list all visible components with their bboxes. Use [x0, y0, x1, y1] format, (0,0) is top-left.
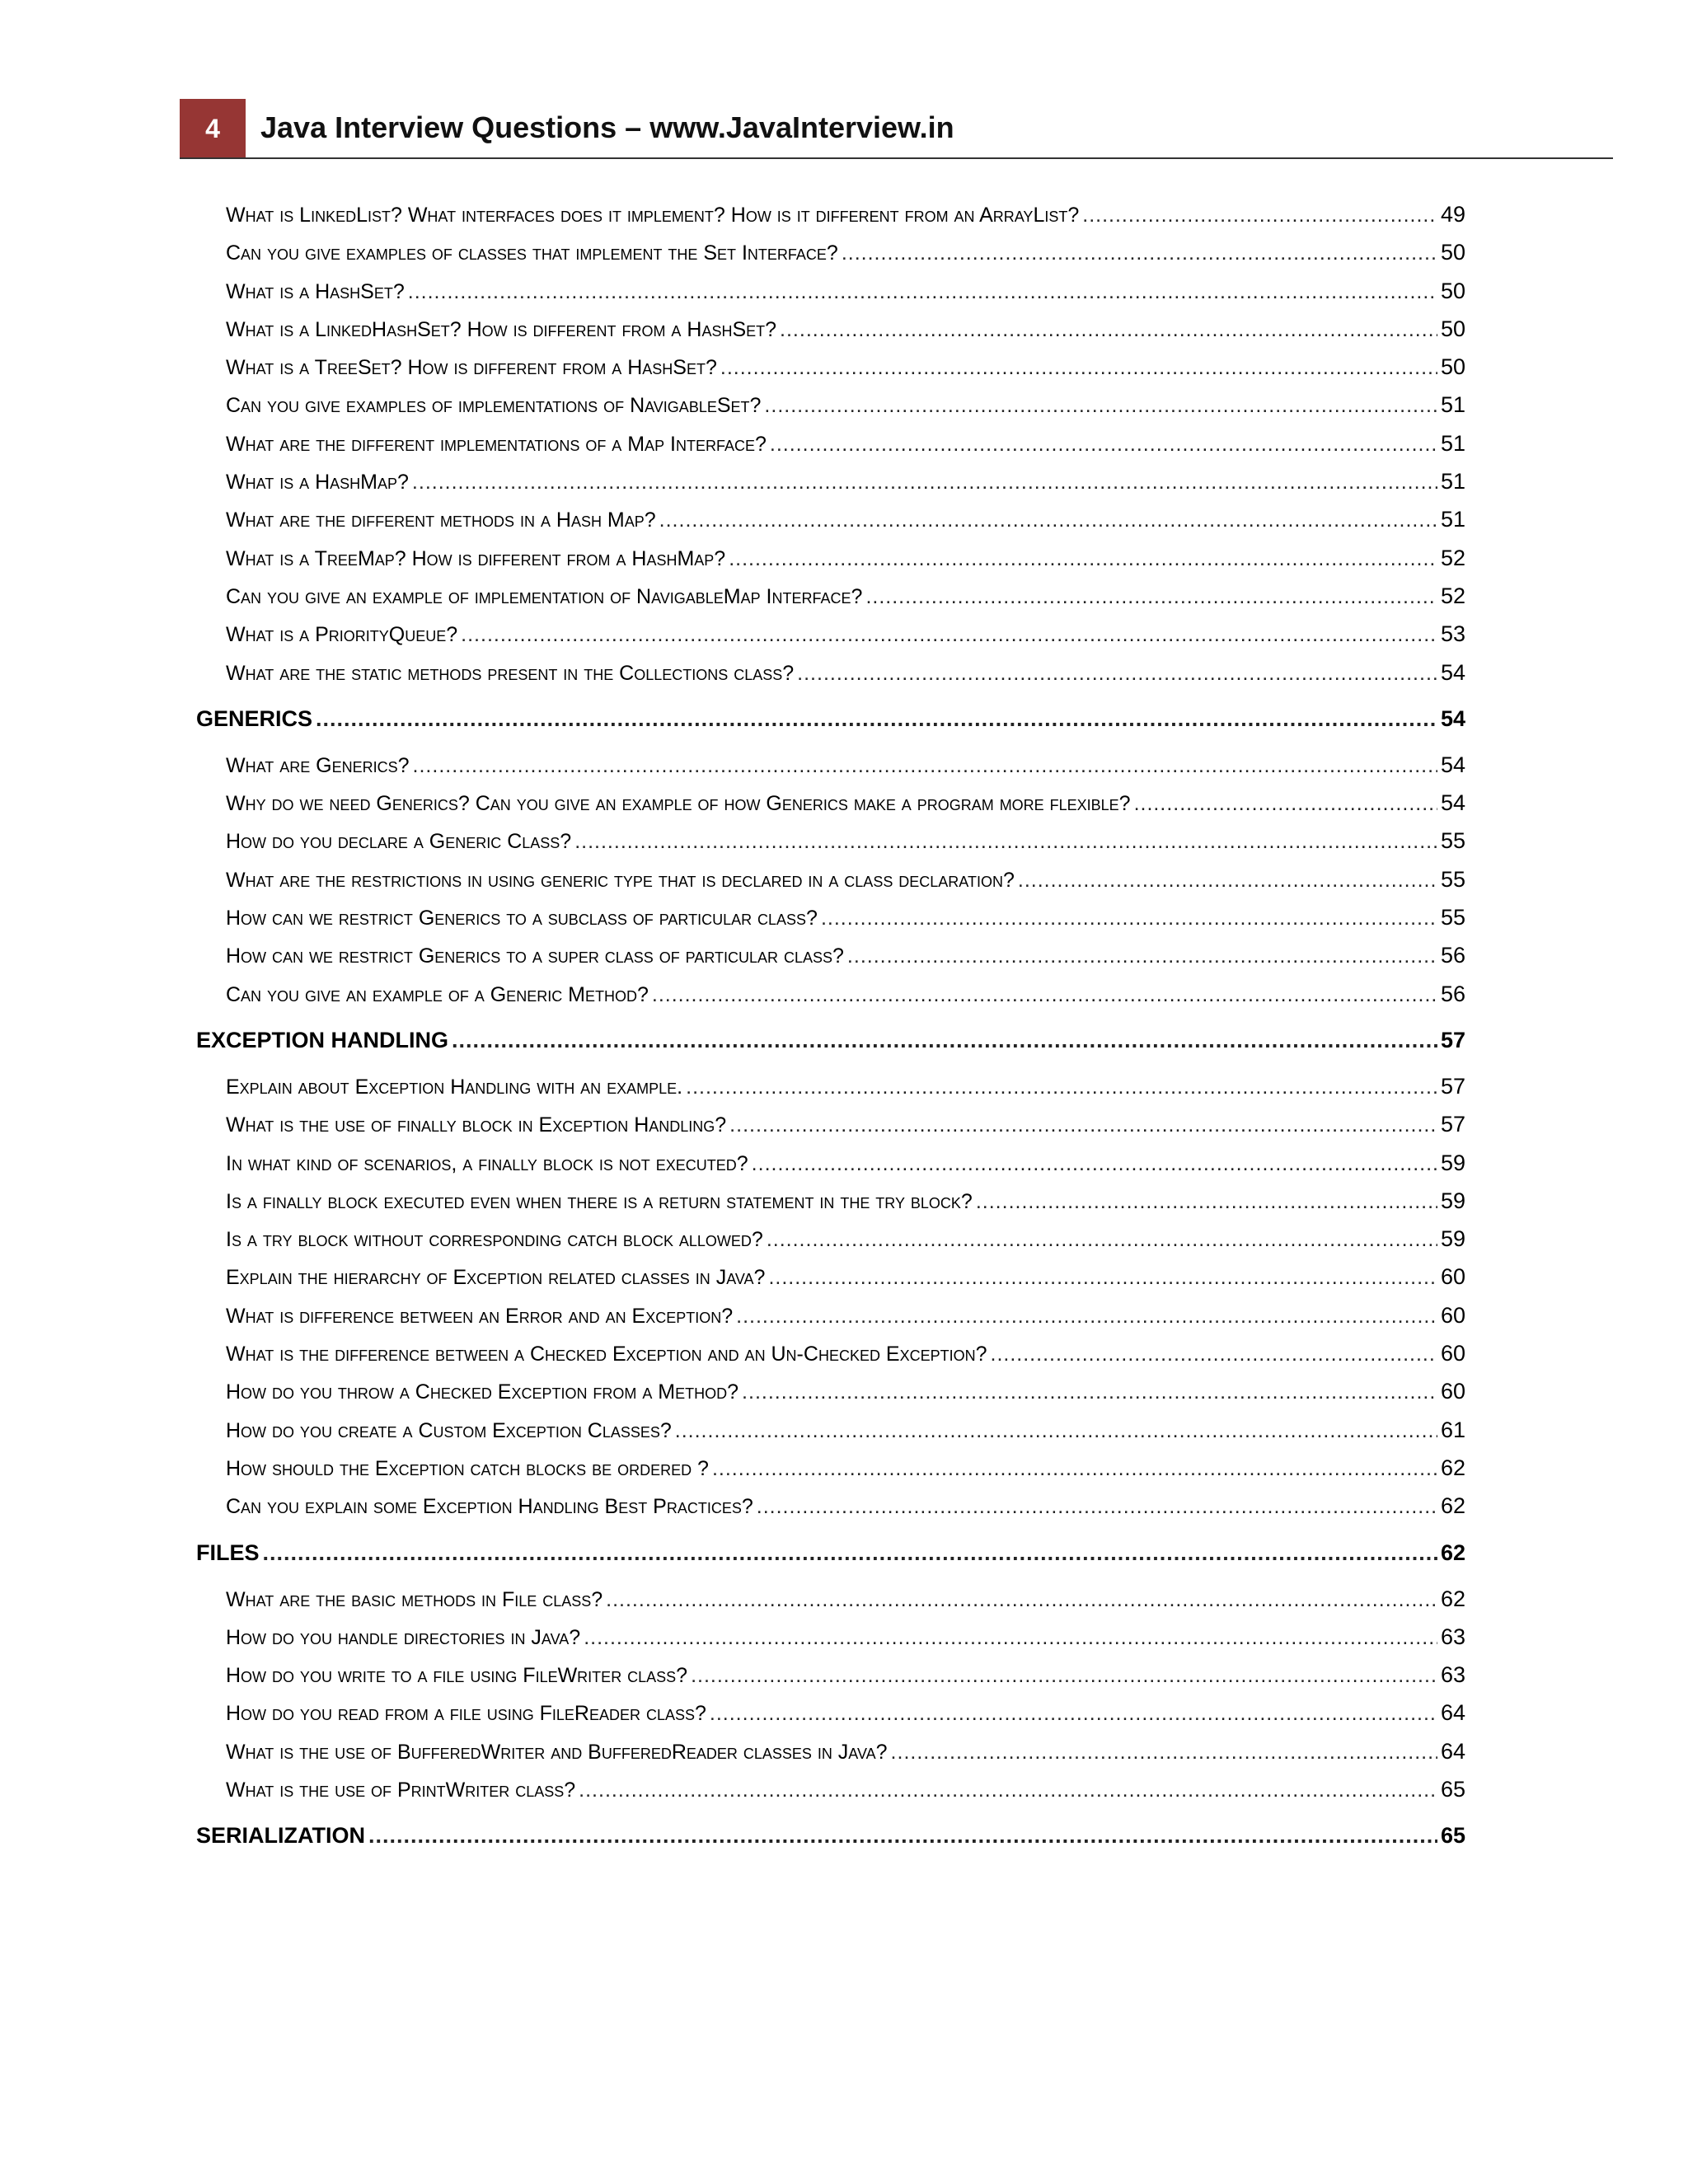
toc-entry-title: How do you create a Custom Exception Classes?: [226, 1418, 672, 1442]
toc-dot-leader: [606, 1581, 1437, 1618]
toc-page-number: 62: [1440, 1455, 1465, 1480]
toc-dot-leader: [891, 1733, 1437, 1770]
toc-dot-leader: [847, 937, 1437, 974]
toc-dot-leader: [675, 1412, 1437, 1449]
toc-page-number: 55: [1440, 828, 1465, 854]
toc-page-number: 50: [1440, 354, 1465, 380]
toc-page-number: 54: [1440, 659, 1465, 685]
toc-question-entry[interactable]: [196, 272, 1465, 310]
toc-question-entry[interactable]: [196, 1144, 1465, 1182]
toc-entry-title: SERIALIZATION: [196, 1823, 365, 1849]
toc-dot-leader: [865, 578, 1437, 615]
toc-page-number: 59: [1440, 1150, 1465, 1175]
toc-dot-leader: [720, 349, 1437, 386]
toc-question-entry[interactable]: [196, 615, 1465, 653]
toc-question-entry[interactable]: [196, 233, 1465, 271]
toc-page-number: 54: [1440, 790, 1465, 816]
toc-entry-title: Explain the hierarchy of Exception related classes in Java?: [226, 1266, 766, 1290]
toc-dot-leader: [757, 1488, 1437, 1525]
toc-entry-title: What are the different implementations of a Map Interface?: [226, 432, 767, 456]
toc-question-entry[interactable]: [196, 1334, 1465, 1372]
toc-question-entry[interactable]: [196, 1694, 1465, 1732]
toc-page-number: 54: [1440, 752, 1465, 777]
toc-question-entry[interactable]: [196, 348, 1465, 386]
toc-page-number: 51: [1440, 430, 1465, 456]
toc-question-entry[interactable]: [196, 424, 1465, 462]
toc-dot-leader: [579, 1771, 1437, 1808]
toc-question-entry[interactable]: [196, 462, 1465, 500]
toc-question-entry[interactable]: [196, 936, 1465, 974]
toc-page-number: 52: [1440, 583, 1465, 608]
toc-page-number: 51: [1440, 392, 1465, 418]
toc-entry-title: How can we restrict Generics to a super class of particular class?: [226, 944, 844, 968]
toc-dot-leader: [413, 747, 1437, 784]
toc-question-entry[interactable]: [196, 898, 1465, 936]
toc-question-entry[interactable]: [196, 1732, 1465, 1770]
toc-dot-leader: [768, 1258, 1437, 1296]
toc-dot-leader: [712, 1450, 1437, 1487]
toc-entry-title: FILES: [196, 1540, 260, 1565]
toc-page-number: 57: [1440, 1073, 1465, 1099]
toc-page-number: 65: [1440, 1776, 1465, 1802]
toc-page-number: 65: [1440, 1823, 1465, 1849]
toc-entry-title: What is a HashMap?: [226, 471, 409, 494]
toc-page-number: 53: [1440, 621, 1465, 647]
toc-question-entry[interactable]: [196, 500, 1465, 538]
toc-dot-leader: [1018, 861, 1437, 898]
toc-page-number: 62: [1440, 1493, 1465, 1519]
toc-section-entry[interactable]: [196, 1526, 1465, 1580]
toc-dot-leader: [764, 387, 1437, 424]
toc-dot-leader: [710, 1694, 1437, 1732]
toc-dot-leader: [584, 1619, 1437, 1656]
toc-page-number: 50: [1440, 240, 1465, 265]
toc-question-entry[interactable]: [196, 654, 1465, 691]
toc-page-number: 57: [1440, 1027, 1465, 1052]
toc-question-entry[interactable]: [196, 860, 1465, 898]
toc-question-entry[interactable]: [196, 975, 1465, 1013]
toc-dot-leader: [412, 463, 1437, 500]
toc-dot-leader: [797, 654, 1437, 691]
toc-page-number: 60: [1440, 1341, 1465, 1366]
toc-page-number: 64: [1440, 1700, 1465, 1726]
toc-entry-title: How do you write to a file using FileWriter class?: [226, 1664, 688, 1688]
toc-section-entry[interactable]: [196, 691, 1465, 746]
toc-dot-leader: [842, 234, 1437, 271]
toc-entry-title: What are the different methods in a Hash Map?: [226, 509, 656, 532]
toc-dot-leader: [729, 1106, 1437, 1143]
toc-question-entry[interactable]: [196, 577, 1465, 615]
toc-entry-title: What is a LinkedHashSet? How is different from a HashSet?: [226, 317, 777, 341]
toc-dot-leader: [461, 616, 1437, 653]
toc-question-entry[interactable]: [196, 1411, 1465, 1449]
document-title: Java Interview Questions – www.JavaInterview.in: [260, 110, 954, 144]
toc-page-number: 62: [1440, 1540, 1465, 1565]
toc-entry-title: What is the use of BufferedWriter and BufferedReader classes in Java?: [226, 1740, 888, 1764]
toc-dot-leader: [736, 1297, 1437, 1334]
toc-entry-title: GENERICS: [196, 705, 313, 731]
toc-entry-title: What is the use of finally block in Exception Handling?: [226, 1113, 727, 1137]
toc-dot-leader: [659, 501, 1437, 538]
toc-entry-title: What are Generics?: [226, 753, 410, 777]
toc-page-number: 60: [1440, 1264, 1465, 1290]
toc-entry-title: How can we restrict Generics to a subclass of particular class?: [226, 907, 818, 930]
toc-entry-title: How do you handle directories in Java?: [226, 1625, 581, 1649]
toc-page-number: 56: [1440, 981, 1465, 1006]
toc-question-entry[interactable]: [196, 1487, 1465, 1525]
toc-entry-title: What are the restrictions in using generic type that is declared in a class declaration?: [226, 868, 1015, 892]
toc-entry-title: What is a TreeMap? How is different from a HashMap?: [226, 546, 726, 570]
toc-question-entry[interactable]: [196, 195, 1465, 233]
page-number-badge: [180, 99, 246, 158]
toc-question-entry[interactable]: [196, 784, 1465, 822]
toc-entry-title: Can you explain some Exception Handling Best Practices?: [226, 1495, 753, 1519]
toc-dot-leader: [1082, 196, 1437, 233]
toc-dot-leader: [767, 1221, 1437, 1258]
toc-question-entry[interactable]: [196, 1258, 1465, 1296]
toc-dot-leader: [263, 1526, 1437, 1580]
toc-entry-title: Is a finally block executed even when there is a return statement in the try block?: [226, 1189, 973, 1213]
toc-question-entry[interactable]: [196, 822, 1465, 860]
toc-entry-title: What is a TreeSet? How is different from a HashSet?: [226, 356, 717, 380]
toc-dot-leader: [976, 1183, 1437, 1220]
toc-question-entry[interactable]: [196, 1656, 1465, 1694]
toc-question-entry[interactable]: [196, 1296, 1465, 1334]
toc-question-entry[interactable]: [196, 1220, 1465, 1258]
toc-entry-title: How do you read from a file using FileReader class?: [226, 1702, 706, 1726]
toc-question-entry[interactable]: [196, 539, 1465, 577]
toc-entry-title: How should the Exception catch blocks be ordered ?: [226, 1456, 709, 1480]
toc-question-entry[interactable]: [196, 1449, 1465, 1487]
toc-page-number: 59: [1440, 1226, 1465, 1252]
toc-entry-title: Can you give an example of a Generic Method?: [226, 982, 649, 1006]
header-divider: [180, 157, 1613, 159]
toc-page-number: 63: [1440, 1662, 1465, 1688]
toc-dot-leader: [1134, 785, 1437, 822]
toc-entry-title: What is the difference between a Checked Exception and an Un-Checked Exception?: [226, 1343, 987, 1366]
toc-dot-leader: [652, 976, 1437, 1013]
toc-entry-title: How do you throw a Checked Exception from a Method?: [226, 1380, 739, 1404]
toc-page-number: 56: [1440, 943, 1465, 968]
toc-entry-title: What is the use of PrintWriter class?: [226, 1778, 576, 1802]
toc-entry-title: What is a HashSet?: [226, 279, 405, 303]
toc-page-number: 50: [1440, 278, 1465, 303]
toc-page-number: 54: [1440, 705, 1465, 731]
toc-question-entry[interactable]: [196, 1580, 1465, 1618]
toc-question-entry[interactable]: [196, 746, 1465, 784]
toc-section-entry[interactable]: [196, 1808, 1465, 1863]
toc-entry-title: Can you give examples of implementations of NavigableSet?: [226, 394, 762, 418]
toc-question-entry[interactable]: [196, 1182, 1465, 1220]
toc-page-number: 51: [1440, 469, 1465, 494]
toc-entry-title: In what kind of scenarios, a finally block is not executed?: [226, 1151, 748, 1175]
toc-page-number: 60: [1440, 1379, 1465, 1404]
page-header: [180, 99, 1612, 158]
toc-entry-title: What are the basic methods in File class?: [226, 1587, 603, 1611]
toc-dot-leader: [770, 425, 1437, 462]
toc-page-number: 61: [1440, 1417, 1465, 1442]
toc-question-entry[interactable]: [196, 386, 1465, 424]
toc-dot-leader: [686, 1068, 1437, 1105]
toc-dot-leader: [408, 273, 1437, 310]
toc-entry-title: Why do we need Generics? Can you give an example of how Generics make a program more flexible?: [226, 792, 1131, 816]
toc-entry-title: What is a PriorityQueue?: [226, 623, 458, 647]
toc-entry-title: EXCEPTION HANDLING: [196, 1027, 449, 1052]
toc-question-entry[interactable]: [196, 1067, 1465, 1105]
toc-question-entry[interactable]: [196, 1372, 1465, 1410]
toc-entry-title: Can you give examples of classes that implement the Set Interface?: [226, 241, 838, 265]
toc-page-number: 51: [1440, 507, 1465, 532]
toc-dot-leader: [368, 1808, 1437, 1863]
toc-dot-leader: [452, 1013, 1437, 1067]
toc-page-number: 63: [1440, 1624, 1465, 1649]
toc-page-number: 57: [1440, 1112, 1465, 1137]
page-number: 4: [205, 113, 220, 143]
toc-page-number: 52: [1440, 545, 1465, 570]
toc-question-entry[interactable]: [196, 1618, 1465, 1656]
toc-page-number: 49: [1440, 202, 1465, 227]
toc-page-number: 59: [1440, 1188, 1465, 1213]
toc-dot-leader: [574, 823, 1437, 860]
toc-dot-leader: [316, 691, 1437, 746]
toc-page-number: 60: [1440, 1302, 1465, 1328]
toc-page-number: 64: [1440, 1738, 1465, 1764]
toc-page-number: 50: [1440, 316, 1465, 341]
toc-dot-leader: [991, 1335, 1437, 1372]
toc-dot-leader: [780, 311, 1437, 348]
toc-dot-leader: [691, 1657, 1437, 1694]
toc-entry-title: How do you declare a Generic Class?: [226, 830, 572, 854]
toc-page-number: 62: [1440, 1586, 1465, 1611]
toc-dot-leader: [742, 1373, 1437, 1410]
toc-dot-leader: [729, 540, 1437, 577]
toc-page-number: 55: [1440, 905, 1465, 930]
toc-question-entry[interactable]: [196, 1770, 1465, 1808]
toc-entry-title: What is difference between an Error and an Exception?: [226, 1304, 734, 1328]
toc-entry-title: What are the static methods present in the Collections class?: [226, 661, 795, 685]
toc-question-entry[interactable]: [196, 1105, 1465, 1143]
toc-page-number: 55: [1440, 866, 1465, 892]
toc-entry-title: Is a try block without corresponding catch block allowed?: [226, 1228, 763, 1252]
toc-dot-leader: [752, 1145, 1437, 1182]
toc-question-entry[interactable]: [196, 310, 1465, 348]
toc-entry-title: What is LinkedList? What interfaces does it implement? How is it different from an ArrayList?: [226, 204, 1080, 227]
toc-entry-title: Explain about Exception Handling with an example.: [226, 1075, 683, 1099]
toc-entry-title: Can you give an example of implementation of NavigableMap Interface?: [226, 584, 863, 608]
toc-section-entry[interactable]: [196, 1013, 1465, 1067]
toc-dot-leader: [821, 899, 1437, 936]
table-of-contents: [196, 195, 1465, 1863]
